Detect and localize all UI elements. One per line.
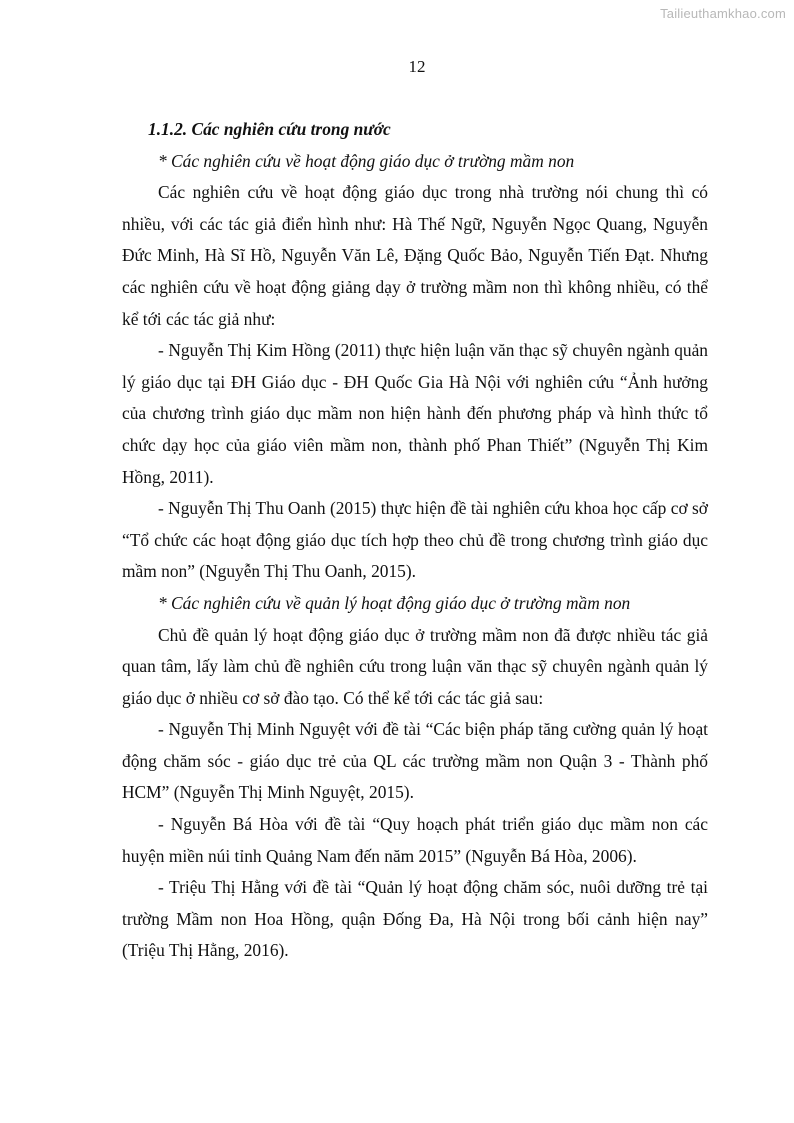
subheading-management: * Các nghiên cứu về quản lý hoạt động giáo dục ở trường mầm non <box>158 592 631 613</box>
paragraph-thu-oanh: - Nguyễn Thị Thu Oanh (2015) thực hiện đề tài nghiên cứu khoa học cấp cơ sở “Tổ chức các hoạt động giáo dục tích hợp theo chủ đề trong chương trình giáo dục mầm non” (Nguyễn Thị Thu Oanh, 2015). <box>122 498 708 582</box>
section-heading: 1.1.2. Các nghiên cứu trong nước <box>148 119 391 139</box>
paragraph-ba-hoa: - Nguyễn Bá Hòa với đề tài “Quy hoạch phát triển giáo dục mầm non các huyện miền núi tỉnh Quảng Nam đến năm 2015” (Nguyễn Bá Hòa, 2006). <box>122 814 708 866</box>
watermark: Tailieuthamkhao.com <box>660 6 786 21</box>
paragraph-trieu-hang: - Triệu Thị Hằng với đề tài “Quản lý hoạt động chăm sóc, nuôi dưỡng trẻ tại trường Mầm non Hoa Hồng, quận Đống Đa, Hà Nội trong bối cảnh hiện nay” (Triệu Thị Hằng, 2016). <box>122 877 708 961</box>
document-body <box>122 114 708 967</box>
paragraph-kim-hong: - Nguyễn Thị Kim Hồng (2011) thực hiện luận văn thạc sỹ chuyên ngành quản lý giáo dục tại ĐH Giáo dục - ĐH Quốc Gia Hà Nội với nghiên cứu “Ảnh hưởng của chương trình giáo dục mầm non hiện hành đến phương pháp và hình thức tổ chức dạy học của giáo viên mầm non, thành phố Phan Thiết” (Nguyễn Thị Kim Hồng, 2011). <box>122 340 708 487</box>
subheading-education-activities: * Các nghiên cứu về hoạt động giáo dục ở trường mầm non <box>158 150 575 171</box>
paragraph-management-intro: Chủ đề quản lý hoạt động giáo dục ở trường mầm non đã được nhiều tác giả quan tâm, lấy làm chủ đề nghiên cứu trong luận văn thạc sỹ chuyên ngành quản lý giáo dục ở nhiều cơ sở đào tạo. Có thể kể tới các tác giả sau: <box>122 624 708 708</box>
paragraph-minh-nguyet: - Nguyễn Thị Minh Nguyệt với đề tài “Các biện pháp tăng cường quản lý hoạt động chăm sóc - giáo dục trẻ của QL các trường mầm non Quận 3 - Thành phố HCM” (Nguyễn Thị Minh Nguyệt, 2015). <box>122 719 708 803</box>
page-number: 12 <box>408 57 426 76</box>
paragraph-intro: Các nghiên cứu về hoạt động giáo dục trong nhà trường nói chung thì có nhiều, với các tác giả điển hình như: Hà Thế Ngữ, Nguyễn Ngọc Quang, Nguyễn Đức Minh, Hà Sĩ Hồ, Nguyễn Văn Lê, Đặng Quốc Bảo, Nguyễn Tiến Đạt. Nhưng các nghiên cứu về hoạt động giảng dạy ở trường mầm non thì không nhiều, có thể kể tới các tác giả như: <box>122 182 708 329</box>
